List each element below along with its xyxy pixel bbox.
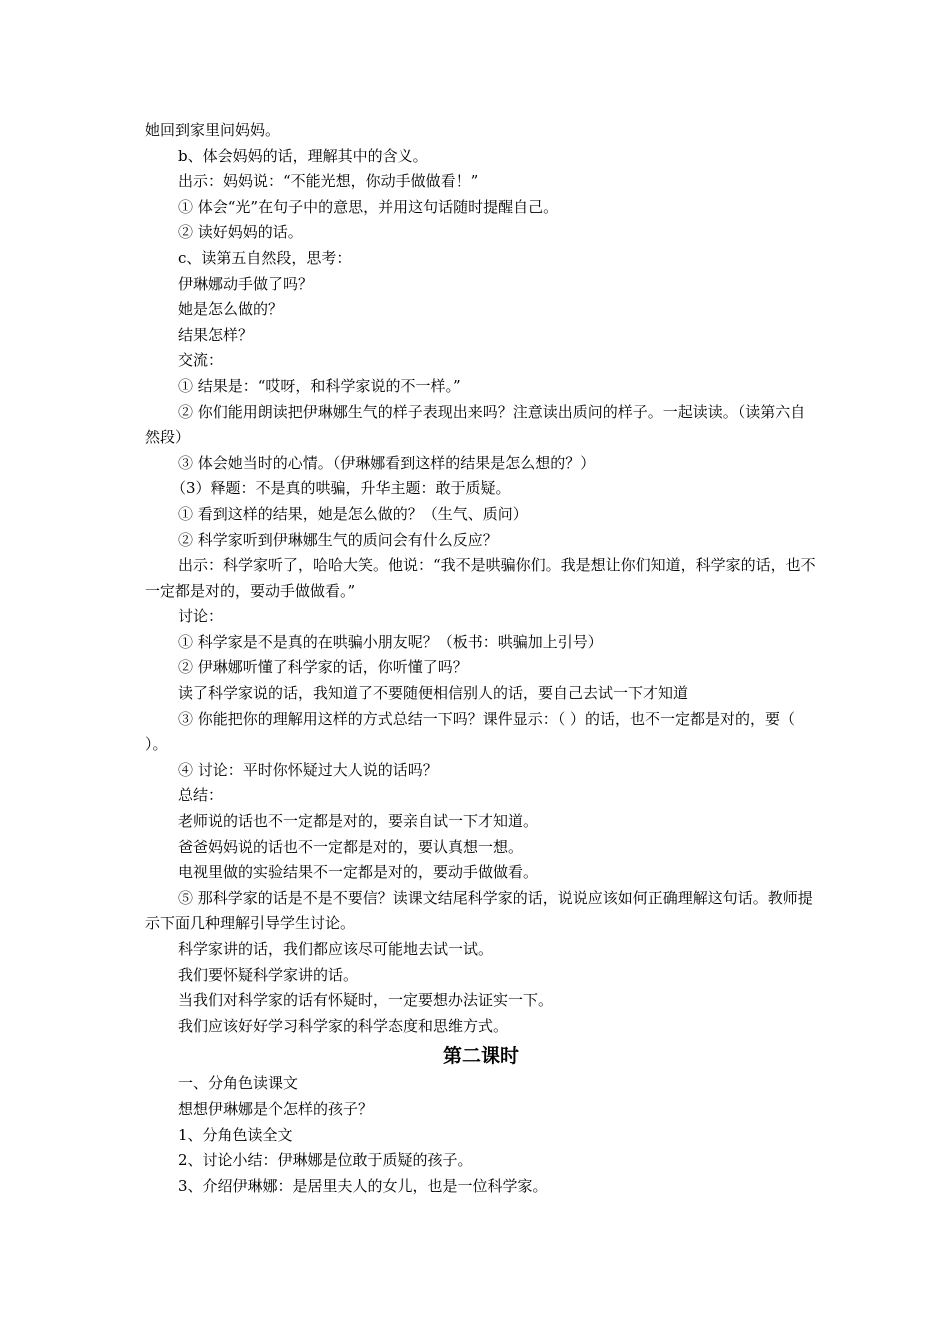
text-line: 结果怎样？ [178, 325, 254, 344]
text-line: ④ 讨论：平时你怀疑过大人说的话吗？ [178, 760, 438, 779]
text-line: ① 体会“光”在句子中的意思，并用这句话随时提醒自己。 [178, 197, 559, 216]
text-line: ③ 体会她当时的心情。（伊琳娜看到这样的结果是怎么想的？） [178, 453, 596, 472]
text-line: 3、介绍伊琳娜：是居里夫人的女儿，也是一位科学家。 [178, 1176, 548, 1195]
text-line: 我们应该好好学习科学家的科学态度和思维方式。 [178, 1016, 509, 1035]
section-heading: 第二课时 [442, 1045, 519, 1068]
text-line: 当我们对科学家的话有怀疑时，一定要想办法证实一下。 [178, 991, 554, 1010]
text-line: c、读第五自然段，思考： [178, 248, 352, 267]
document-page [145, 118, 817, 1199]
text-line: （3）释题：不是真的哄骗，升华主题：敢于质疑。 [171, 479, 511, 498]
text-line: 她是怎么做的？ [178, 300, 284, 319]
text-line: ① 看到这样的结果，她是怎么做的？（生气、质问） [178, 504, 528, 523]
text-line: 想想伊琳娜是个怎样的孩子？ [178, 1099, 374, 1118]
text-line: 读了科学家说的话，我知道了不要随便相信别人的话，要自己去试一下才知道 [178, 684, 689, 703]
text-line: 2、讨论小结：伊琳娜是位敢于质疑的孩子。 [178, 1151, 473, 1170]
text-line: 科学家讲的话，我们都应该尽可能地去试一试。 [178, 940, 494, 958]
text-line: 讨论： [178, 607, 224, 626]
text-line: 出示：妈妈说：“不能光想，你动手做做看！” [178, 172, 479, 191]
text-line: ② 读好妈妈的话。 [178, 223, 303, 242]
text-paragraph: ② 你们能用朗读把伊琳娜生气的样子表现出来吗？注意读出质问的样子。一起读读。（读第六自然段） [145, 402, 806, 447]
text-line: 交流： [178, 351, 224, 370]
text-line: 老师说的话也不一定都是对的，要亲自试一下才知道。 [178, 812, 539, 831]
text-line: 她回到家里问妈妈。 [145, 121, 281, 139]
text-line: 总结： [178, 786, 224, 805]
text-line: ① 科学家是不是真的在哄骗小朋友呢？（板书：哄骗加上引号） [178, 632, 603, 651]
text-line: 伊琳娜动手做了吗？ [178, 274, 314, 293]
text-line: ② 伊琳娜听懂了科学家的话，你听懂了吗？ [178, 658, 468, 677]
text-line: 一、分角色读课文 [178, 1074, 299, 1093]
text-line: b、体会妈妈的话，理解其中的含义。 [178, 146, 428, 165]
text-line: 我们要怀疑科学家讲的话。 [178, 965, 359, 984]
text-line: ② 科学家听到伊琳娜生气的质问会有什么反应？ [178, 530, 498, 549]
text-line: 电视里做的实验结果不一定都是对的，要动手做做看。 [178, 863, 539, 882]
text-paragraph: ③ 你能把你的理解用这样的方式总结一下吗？课件显示：（ ）的话，也不一定都是对的，要（ ）。 [145, 709, 796, 754]
text-paragraph: ⑤ 那科学家的话是不是不要信？读课文结尾科学家的话，说说应该如何正确理解这句话。教师提示下面几种理解引导学生讨论。 [145, 888, 813, 933]
text-line: ① 结果是：“哎呀，和科学家说的不一样。” [178, 376, 461, 395]
text-paragraph: 出示：科学家听了，哈哈大笑。他说：“我不是哄骗你们。我是想让你们知道，科学家的话，也不一定都是对的，要动手做做看。” [145, 556, 816, 600]
text-line: 爸爸妈妈说的话也不一定都是对的，要认真想一想。 [178, 837, 524, 856]
text-line: 1、分角色读全文 [178, 1125, 293, 1144]
